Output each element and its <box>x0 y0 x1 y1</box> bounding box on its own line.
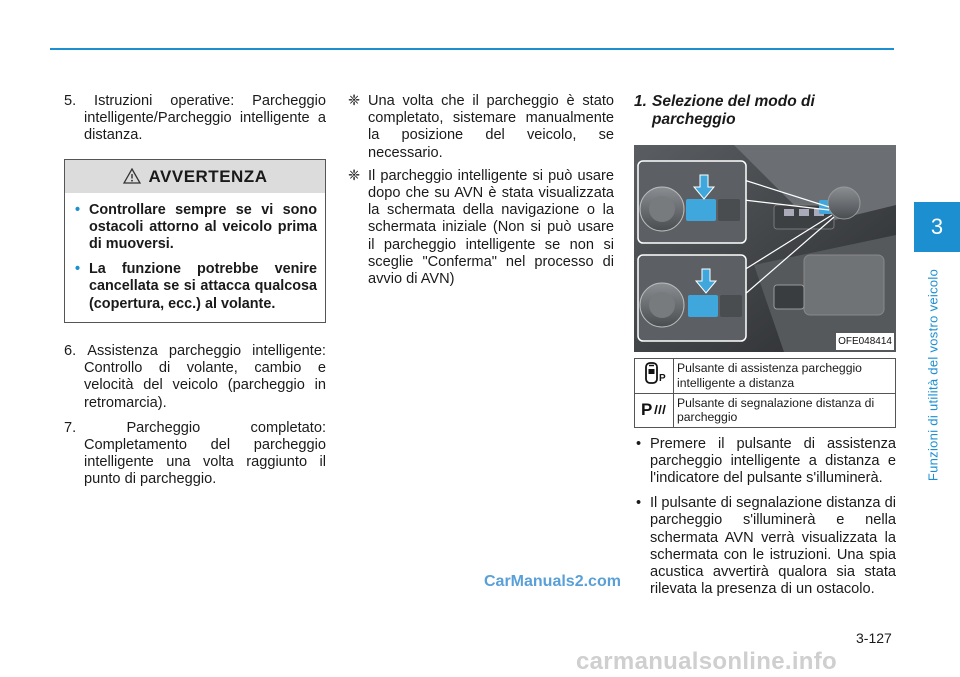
warning-text: Controllare sempre se vi sono ostacoli attorno al veicolo prima di muoversi. <box>89 201 317 253</box>
bullet-icon: • <box>636 435 642 452</box>
console-illustration <box>634 145 896 352</box>
warning-item <box>73 261 317 313</box>
header-rule <box>50 48 894 50</box>
bullet-text: Premere il pulsante di assistenza parcheggio intelligente a distanza e l'indicatore del pulsante s'illuminerà. <box>650 435 896 486</box>
chapter-title: Funzioni di utilità del vostro veicolo <box>925 268 941 482</box>
chapter-tab <box>914 202 960 252</box>
column-right <box>634 93 896 598</box>
bullet-text: Il pulsante di segnalazione distanza di parcheggio s'illuminerà e nella schermata AVN verrà visualizzata la schermata con le istruzioni. Una spia acustica avvertirà qualora sia stata rilevata la presenza di un ostacolo. <box>650 495 896 598</box>
step-text: Assistenza parcheggio intelligente: Controllo di volante, cambio e velocità del veicolo (parcheggio in retromarcia). <box>84 343 326 411</box>
warning-item <box>73 202 317 254</box>
column-left <box>64 93 326 497</box>
table-text-cell: Pulsante di segnalazione distanza di parcheggio <box>674 393 896 427</box>
page-number: 3-127 <box>856 630 892 646</box>
table-text-cell: Pulsante di assistenza parcheggio intelligente a distanza <box>674 359 896 394</box>
chapter-number: 3 <box>930 214 944 239</box>
bullet-item <box>634 436 896 488</box>
warning-text: La funzione potrebbe venire cancellata se si attacca qualcosa (copertura, ecc.) al volante. <box>89 260 317 312</box>
note-text: Il parcheggio intelligente si può usare dopo che su AVN è stata visualizzata la schermata della navigazione o la schermata iniziale (Non si può usare il parcheggio intelligente se non si sceglie "Conferma" nel processo di avvio di AVN) <box>368 167 614 288</box>
table-icon-cell <box>635 393 674 427</box>
step-7 <box>64 420 326 489</box>
svg-text:P: P <box>641 400 653 420</box>
note-mark-icon: ❈ <box>348 167 361 184</box>
note-item <box>348 93 614 162</box>
step-number: 7. <box>64 419 77 436</box>
warning-box <box>64 159 326 323</box>
step-number: 5. <box>64 93 77 109</box>
watermark-footer[interactable]: carmanualsonline.info <box>576 648 838 675</box>
section-number: 1. <box>634 93 647 110</box>
bullet-item <box>634 495 896 598</box>
svg-text:P: P <box>659 373 666 384</box>
button-legend-table <box>634 358 896 428</box>
step-5 <box>64 93 326 145</box>
table-row <box>635 359 896 394</box>
bullet-icon: • <box>75 260 81 277</box>
watermark-link[interactable]: CarManuals2.com <box>484 573 621 590</box>
chapter-title-vertical <box>924 255 942 495</box>
step-6 <box>64 343 326 412</box>
step-text: Parcheggio completato: Completamento del parcheggio intelligente una volta raggiunto il punto di parcheggio. <box>84 419 326 488</box>
warning-triangle-icon <box>123 168 141 184</box>
warning-title: AVVERTENZA <box>148 166 268 186</box>
section-title-line1: Selezione del modo di <box>652 93 815 110</box>
warning-header <box>65 160 325 193</box>
section-title <box>634 93 896 129</box>
section-title-line2: parcheggio <box>652 111 736 128</box>
parking-distance-warning-icon <box>639 396 669 420</box>
console-photo <box>634 145 896 352</box>
step-text: Istruzioni operative: Parcheggio intelligente/Parcheggio intelligente a distanza. <box>84 93 326 144</box>
note-text: Una volta che il parcheggio è stato completato, sistemare manualmente la posizione del veicolo, se necessario. <box>368 93 614 161</box>
bullet-icon: • <box>636 495 642 512</box>
note-mark-icon: ❈ <box>348 93 361 109</box>
table-icon-cell <box>635 359 674 394</box>
warning-body <box>65 193 325 322</box>
step-number: 6. <box>64 343 77 360</box>
note-item <box>348 168 614 288</box>
column-middle <box>348 93 614 294</box>
bullet-icon: • <box>75 201 81 218</box>
table-row <box>635 393 896 427</box>
parking-assist-icon <box>640 360 668 388</box>
photo-code: OFE048414 <box>836 333 894 350</box>
